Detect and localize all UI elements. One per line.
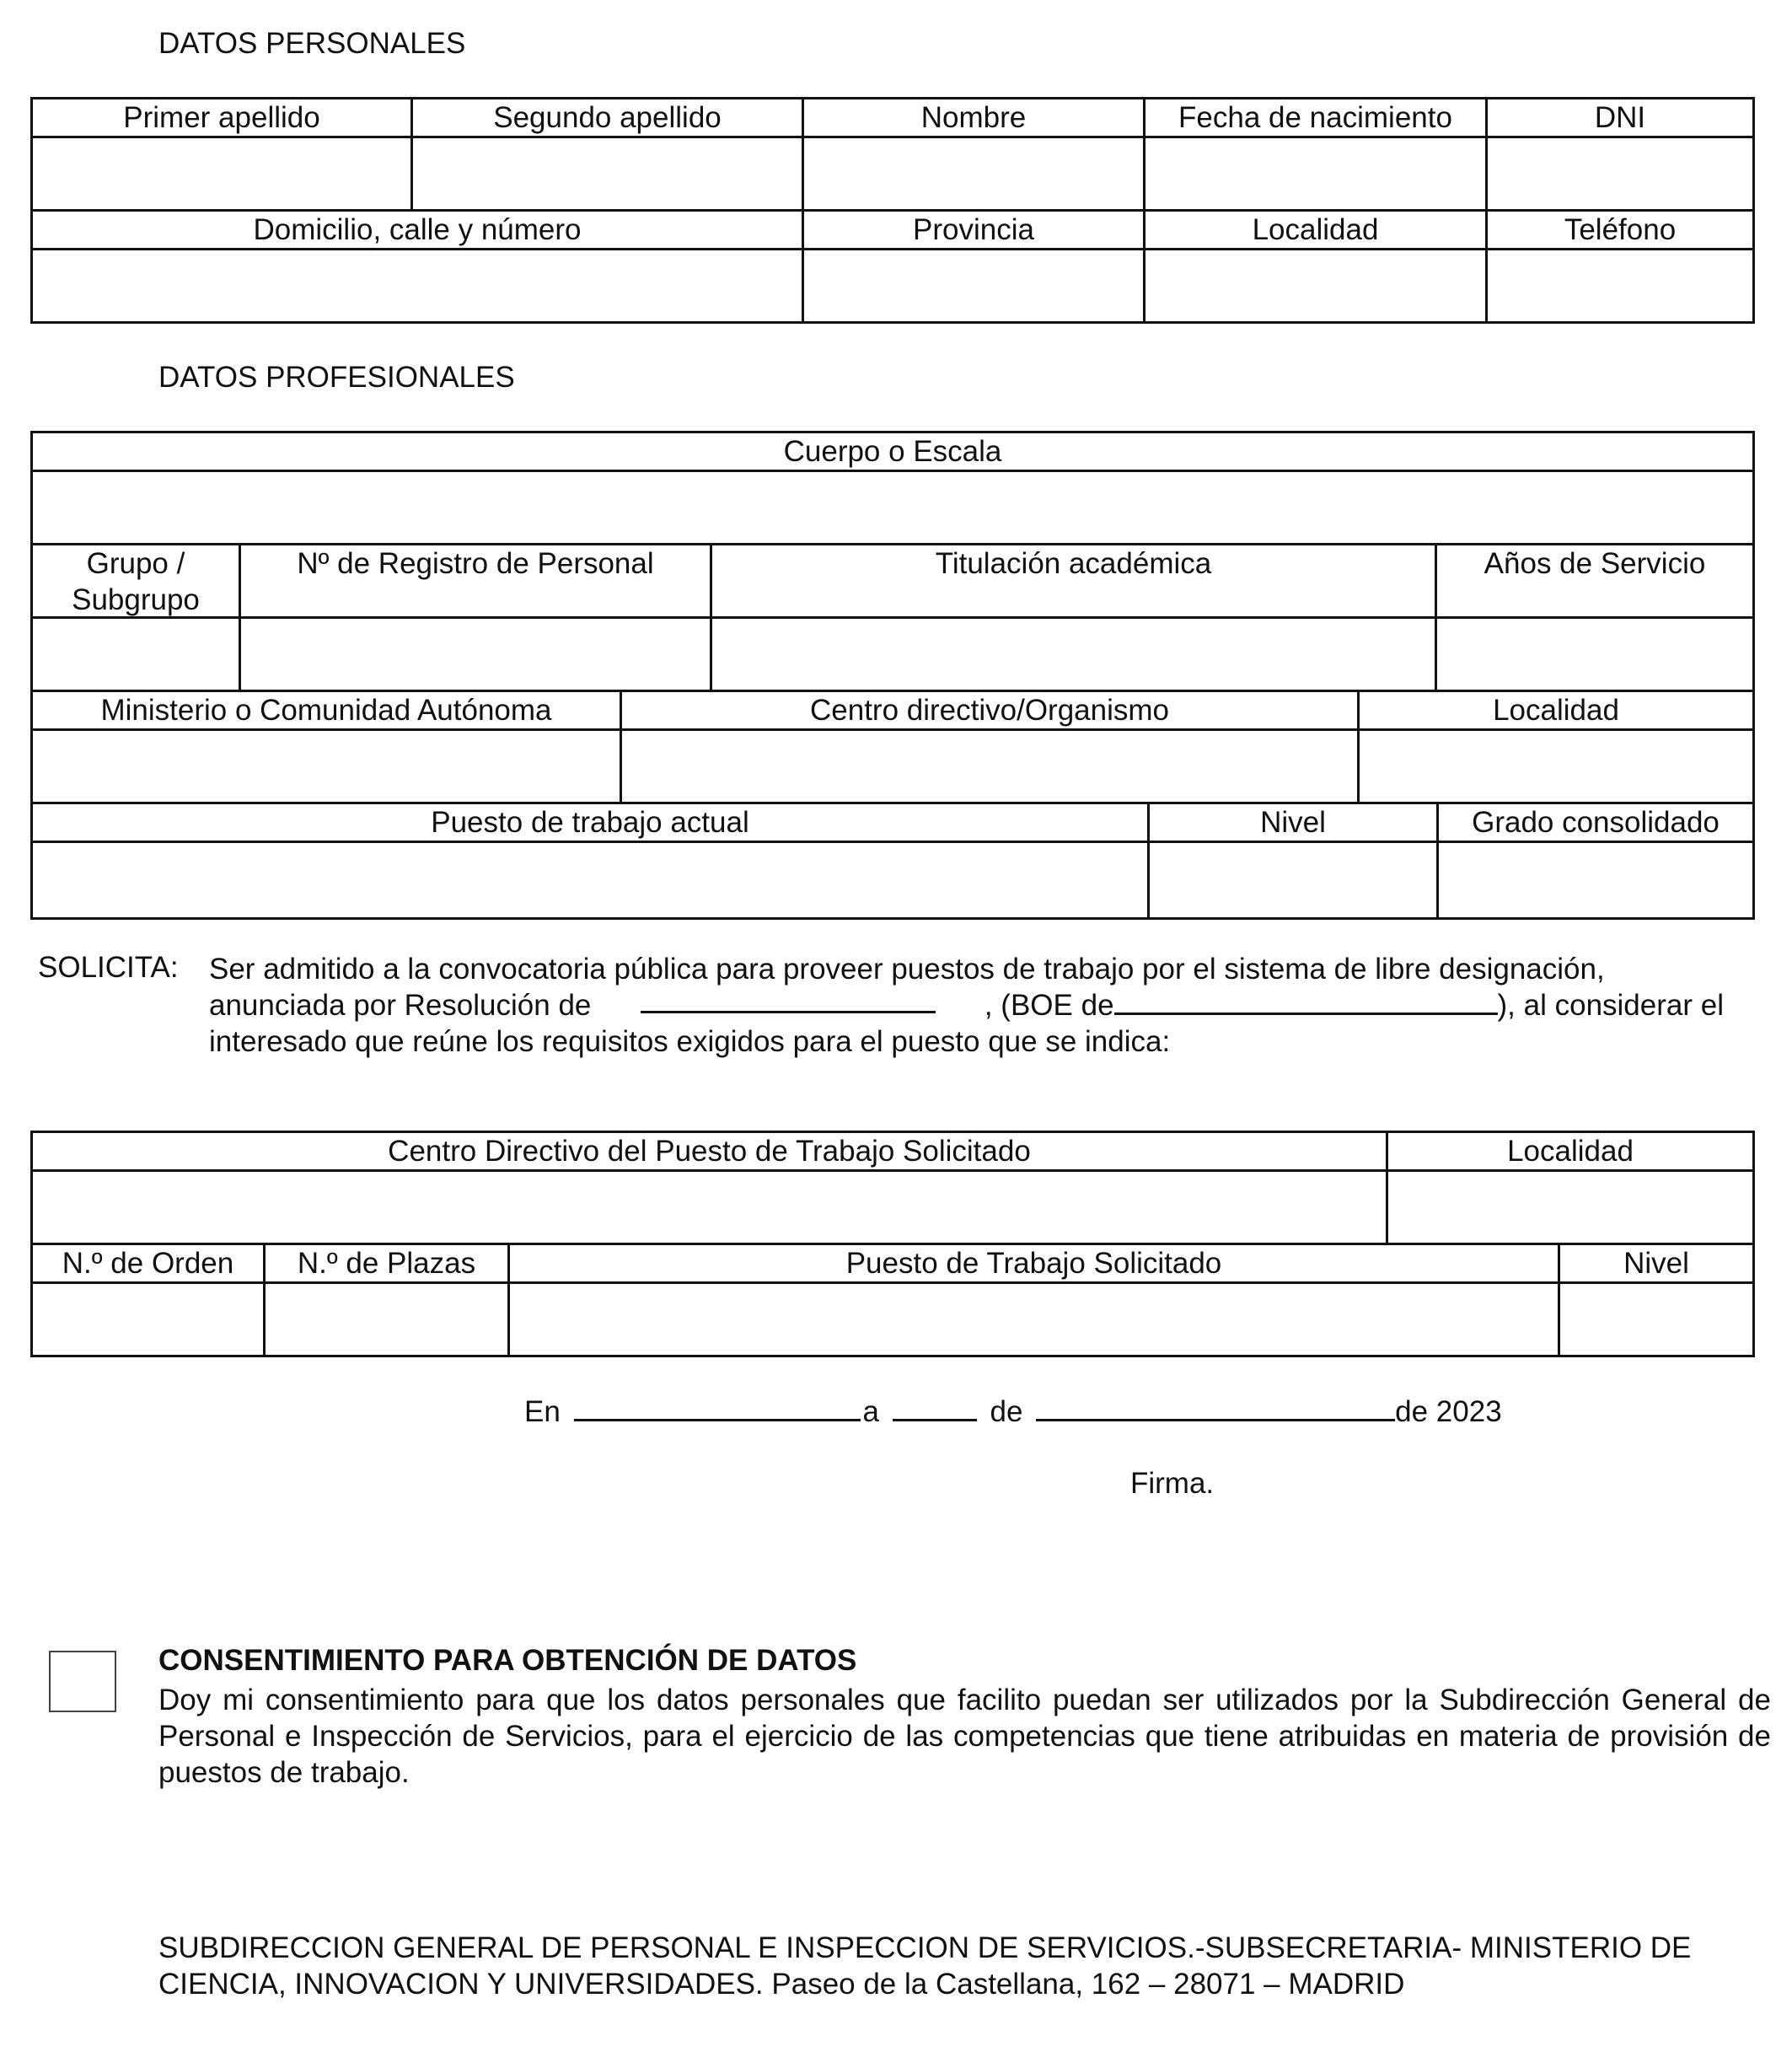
label-numero-plazas: N.º de Plazas (266, 1245, 510, 1284)
label-ministerio: Ministerio o Comunidad Autónoma (33, 692, 622, 731)
label-cuerpo-escala: Cuerpo o Escala (33, 433, 1752, 472)
label-localidad: Localidad (1145, 212, 1488, 250)
footer-address (158, 1930, 1771, 2002)
field-anos-servicio[interactable] (1437, 619, 1752, 692)
label-localidad-solicitado: Localidad (1388, 1133, 1752, 1172)
field-localidad-prof[interactable] (1360, 731, 1752, 804)
label-numero-orden: N.º de Orden (33, 1245, 266, 1284)
professional-heading: DATOS PROFESIONALES (158, 361, 515, 394)
field-puesto-actual[interactable] (33, 843, 1150, 917)
label-domicilio: Domicilio, calle y número (33, 212, 804, 250)
professional-data-table (30, 431, 1755, 920)
label-primer-apellido: Primer apellido (33, 99, 413, 138)
boe-suffix: ), al considerar el (1497, 989, 1724, 1022)
boe-blank[interactable] (1114, 989, 1498, 1015)
label-nombre: Nombre (804, 99, 1145, 138)
date-line (524, 1395, 1502, 1429)
label-registro-personal: Nº de Registro de Personal (241, 545, 712, 619)
solicita-label: SOLICITA: (38, 951, 179, 984)
field-numero-plazas[interactable] (266, 1284, 510, 1355)
place-blank[interactable] (574, 1395, 861, 1421)
solicita-line-2 (209, 987, 1724, 1023)
field-puesto-solicitado[interactable] (510, 1284, 1560, 1355)
solicita-resolucion-label: anunciada por Resolución de (209, 989, 592, 1022)
label-puesto-actual: Puesto de trabajo actual (33, 804, 1150, 843)
field-grupo-subgrupo[interactable] (33, 619, 241, 692)
label-centro-puesto-solicitado: Centro Directivo del Puesto de Trabajo Solicitado (33, 1133, 1388, 1172)
date-de-label: de (990, 1395, 1023, 1428)
consent-checkbox[interactable] (49, 1651, 116, 1712)
firma-label: Firma. (1130, 1467, 1215, 1500)
field-nombre[interactable] (804, 138, 1145, 212)
field-numero-orden[interactable] (33, 1284, 266, 1355)
field-titulacion[interactable] (712, 619, 1437, 692)
label-nivel-solicitado: Nivel (1560, 1245, 1752, 1284)
date-a-label: a (862, 1395, 880, 1428)
field-registro-personal[interactable] (241, 619, 712, 692)
solicita-line-3: interesado que reúne los requisitos exigidos para el puesto que se indica: (209, 1025, 1171, 1058)
field-segundo-apellido[interactable] (413, 138, 804, 212)
label-telefono: Teléfono (1488, 212, 1752, 250)
field-provincia[interactable] (804, 250, 1145, 321)
field-nivel-solicitado[interactable] (1560, 1284, 1752, 1355)
label-dni: DNI (1488, 99, 1752, 138)
label-puesto-solicitado: Puesto de Trabajo Solicitado (510, 1245, 1560, 1284)
field-localidad[interactable] (1145, 250, 1488, 321)
date-year-label: de 2023 (1395, 1395, 1502, 1428)
solicita-text (209, 951, 1724, 1060)
field-centro-puesto-solicitado[interactable] (33, 1172, 1388, 1245)
personal-heading: DATOS PERSONALES (158, 27, 466, 60)
solicita-boe-label (985, 987, 1724, 1023)
label-titulacion: Titulación académica (712, 545, 1437, 619)
field-centro-directivo[interactable] (622, 731, 1360, 804)
label-grado-consolidado: Grado consolidado (1439, 804, 1752, 843)
field-fecha-nacimiento[interactable] (1145, 138, 1488, 212)
date-en-label: En (524, 1395, 561, 1428)
field-nivel-prof[interactable] (1150, 843, 1439, 917)
footer-line-1: SUBDIRECCION GENERAL DE PERSONAL E INSPECCION DE SERVICIOS.-SUBSECRETARIA- MINISTERIO DE (158, 1931, 1692, 1964)
field-cuerpo-escala[interactable] (33, 472, 1752, 545)
solicita-line-1: Ser admitido a la convocatoria pública para proveer puestos de trabajo por el sistema de libre designación, (209, 953, 1605, 986)
label-centro-directivo: Centro directivo/Organismo (622, 692, 1360, 731)
boe-prefix: , (BOE de (984, 989, 1114, 1022)
field-telefono[interactable] (1488, 250, 1752, 321)
field-localidad-solicitado[interactable] (1388, 1172, 1752, 1245)
label-segundo-apellido: Segundo apellido (413, 99, 804, 138)
personal-data-table (30, 97, 1755, 324)
field-primer-apellido[interactable] (33, 138, 413, 212)
footer-line-2: CIENCIA, INNOVACION Y UNIVERSIDADES. Paseo de la Castellana, 162 – 28071 – MADRID (158, 1968, 1405, 2001)
label-anos-servicio: Años de Servicio (1437, 545, 1752, 619)
label-fecha-nacimiento: Fecha de nacimiento (1145, 99, 1488, 138)
consent-text: Doy mi consentimiento para que los datos personales que facilito puedan ser utilizados por la Subdirección General de Personal e Inspección de Servicios, para el ejercicio de las competencias que tiene atribuidas en materia de provisión de puestos de trabajo. (158, 1684, 1771, 1789)
resolucion-blank[interactable] (641, 987, 936, 1013)
field-dni[interactable] (1488, 138, 1752, 212)
month-blank[interactable] (1036, 1395, 1395, 1421)
label-nivel-prof: Nivel (1150, 804, 1439, 843)
field-domicilio[interactable] (33, 250, 804, 321)
label-localidad-prof: Localidad (1360, 692, 1752, 731)
field-ministerio[interactable] (33, 731, 622, 804)
consent-title: CONSENTIMIENTO PARA OBTENCIÓN DE DATOS (158, 1644, 857, 1677)
requested-post-table (30, 1131, 1755, 1357)
field-grado-consolidado[interactable] (1439, 843, 1752, 917)
label-grupo-subgrupo: Grupo / Subgrupo (33, 545, 241, 619)
label-provincia: Provincia (804, 212, 1145, 250)
day-blank[interactable] (893, 1395, 977, 1421)
